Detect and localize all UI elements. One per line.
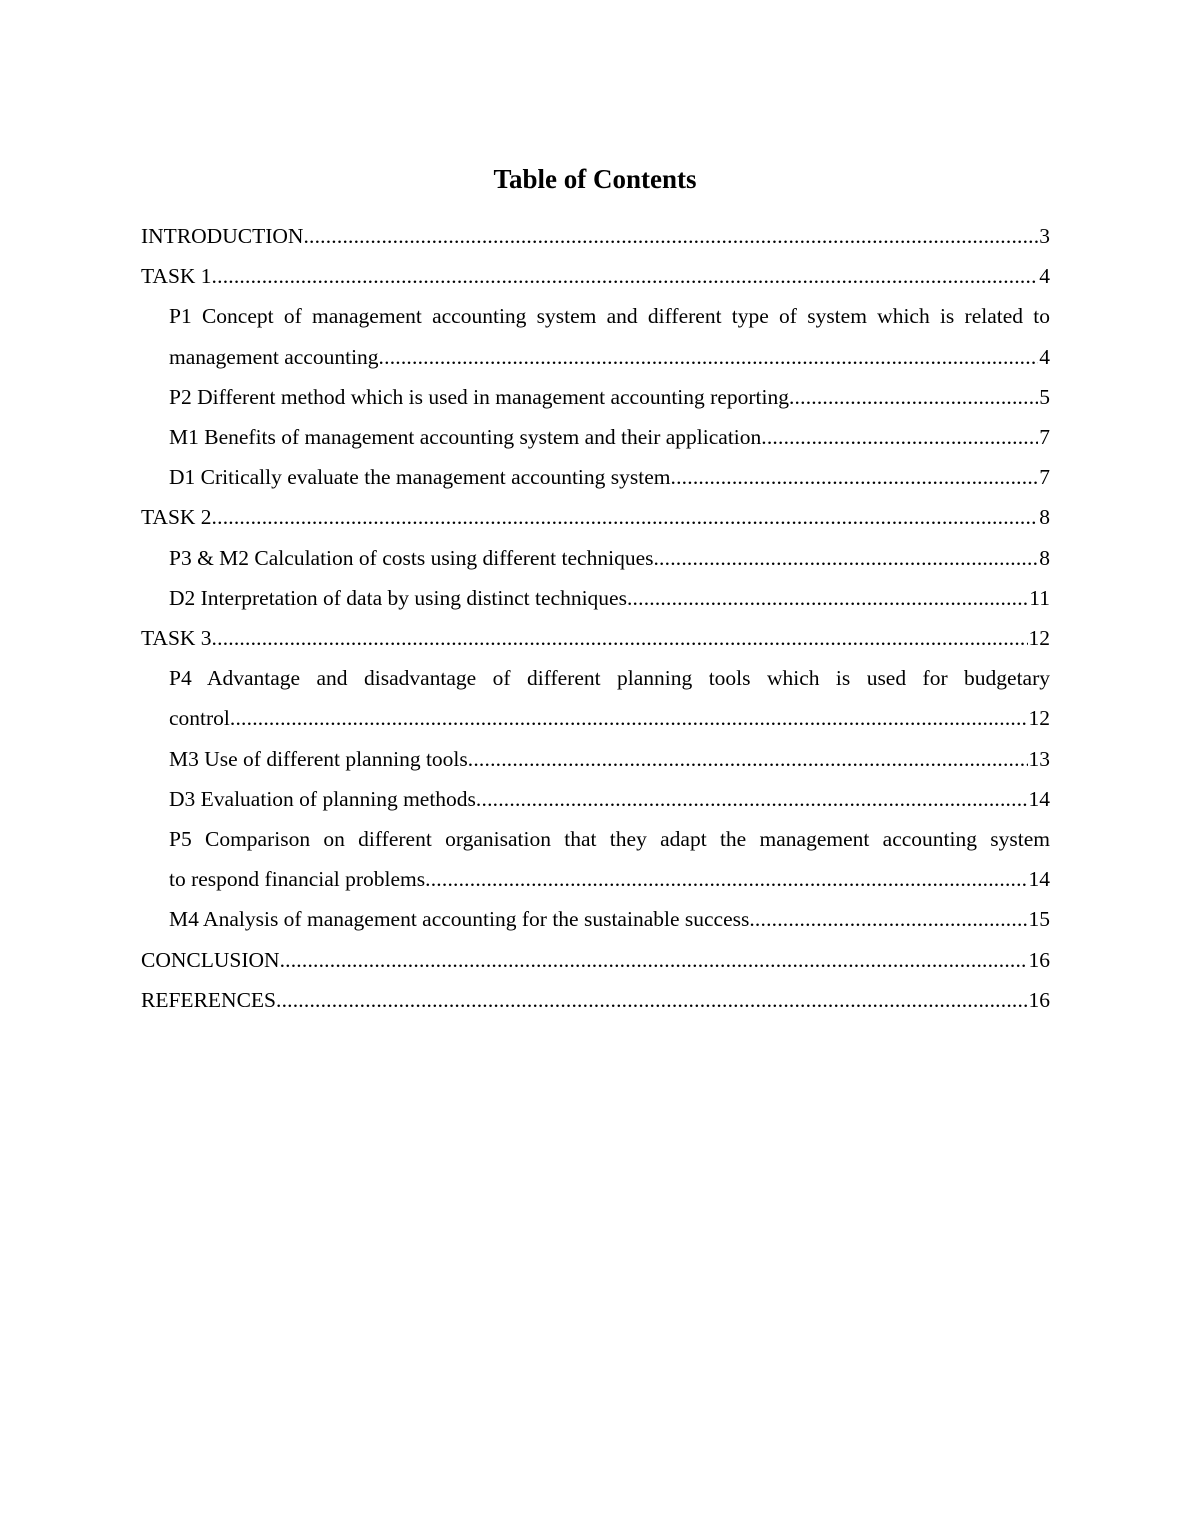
toc-leader-dots [468, 739, 1028, 779]
toc-entry-text: REFERENCES [141, 987, 276, 1012]
toc-leader-dots [276, 980, 1028, 1020]
toc-page-number: 11 [1029, 585, 1050, 610]
toc-entry-p2[interactable] [141, 377, 1050, 417]
toc-page-number: 13 [1028, 746, 1050, 771]
toc-entry-m1[interactable] [141, 417, 1050, 457]
toc-page-number: 4 [1039, 264, 1050, 289]
toc-entry-d3[interactable] [141, 779, 1050, 819]
toc-page-number: 7 [1039, 465, 1050, 490]
toc-entry-text: TASK 2 [141, 505, 212, 530]
toc-entry-text: M1 Benefits of management accounting system and their application [169, 425, 762, 450]
toc-entry-text: M3 Use of different planning tools [169, 746, 468, 771]
toc-page-number: 8 [1039, 545, 1050, 570]
toc-entry-d1[interactable] [141, 457, 1050, 497]
toc-page-number: 12 [1028, 626, 1050, 651]
toc-page-number: 12 [1028, 706, 1050, 731]
toc-leader-dots [212, 256, 1039, 296]
toc-entry-task-1[interactable] [141, 256, 1050, 296]
toc-entry-text: control [169, 706, 230, 731]
toc-page-number: 8 [1039, 505, 1050, 530]
toc-entry-text: TASK 1 [141, 264, 212, 289]
toc-entry-text: CONCLUSION [141, 947, 280, 972]
toc-entry-text-line-1: P4 Advantage and disadvantage of different planning tools which is used for budgetary [169, 666, 1050, 691]
toc-entry-conclusion[interactable] [141, 940, 1050, 980]
toc-entry-text: D2 Interpretation of data by using distinct techniques [169, 585, 627, 610]
toc-leader-dots [653, 538, 1038, 578]
toc-page-number: 4 [1039, 344, 1050, 369]
toc-entry-d2[interactable] [141, 578, 1050, 618]
toc-page-number: 5 [1039, 384, 1050, 409]
toc-entry-text-line-1: P5 Comparison on different organisation that they adapt the management accounting system [169, 827, 1050, 852]
toc-leader-dots [761, 417, 1038, 457]
toc-page-number: 15 [1028, 907, 1050, 932]
toc-entry-text: INTRODUCTION [141, 224, 304, 248]
toc-entry-m4[interactable] [141, 899, 1050, 939]
toc-entry-m3[interactable] [141, 739, 1050, 779]
toc-leader-dots [303, 216, 1038, 256]
toc-entry-task-3[interactable] [141, 618, 1050, 658]
toc-leader-dots [212, 618, 1028, 658]
toc-list [141, 216, 1050, 1020]
toc-entry-text: management accounting [169, 344, 379, 369]
toc-entry-references[interactable] [141, 980, 1050, 1020]
toc-entry-text: D3 Evaluation of planning methods [169, 786, 476, 811]
toc-leader-dots [212, 497, 1039, 537]
toc-leader-dots [671, 457, 1039, 497]
toc-entry-text: M4 Analysis of management accounting for the sustainable success [169, 907, 750, 932]
toc-leader-dots [425, 859, 1027, 899]
toc-entry-text: P2 Different method which is used in management accounting reporting [169, 384, 789, 409]
toc-entry-p3-m2[interactable] [141, 538, 1050, 578]
toc-page-number: 3 [1039, 224, 1050, 248]
toc-entry-p4[interactable] [141, 658, 1050, 738]
toc-leader-dots [280, 940, 1028, 980]
toc-entry-task-2[interactable] [141, 497, 1050, 537]
toc-entry-introduction[interactable] [141, 216, 1050, 256]
toc-entry-text: D1 Critically evaluate the management accounting system [169, 465, 671, 490]
toc-leader-dots [789, 377, 1038, 417]
toc-entry-p5[interactable] [141, 819, 1050, 899]
toc-entry-text: to respond financial problems [169, 867, 426, 892]
toc-entry-text: TASK 3 [141, 626, 212, 651]
toc-leader-dots [627, 578, 1028, 618]
toc-leader-dots [379, 337, 1039, 377]
toc-leader-dots [230, 698, 1028, 738]
toc-leader-dots [476, 779, 1028, 819]
toc-page-number: 14 [1028, 786, 1050, 811]
toc-page-number: 16 [1028, 987, 1050, 1012]
toc-leader-dots [749, 899, 1027, 939]
toc-entry-text-line-1: P1 Concept of management accounting system and different type of system which is related to [169, 304, 1050, 329]
toc-page-number: 16 [1028, 947, 1050, 972]
toc-entry-p1[interactable] [141, 296, 1050, 376]
toc-entry-text: P3 & M2 Calculation of costs using different techniques [169, 545, 654, 570]
toc-page-number: 14 [1028, 867, 1050, 892]
toc-page-number: 7 [1039, 425, 1050, 450]
toc-title: Table of Contents [493, 164, 697, 194]
